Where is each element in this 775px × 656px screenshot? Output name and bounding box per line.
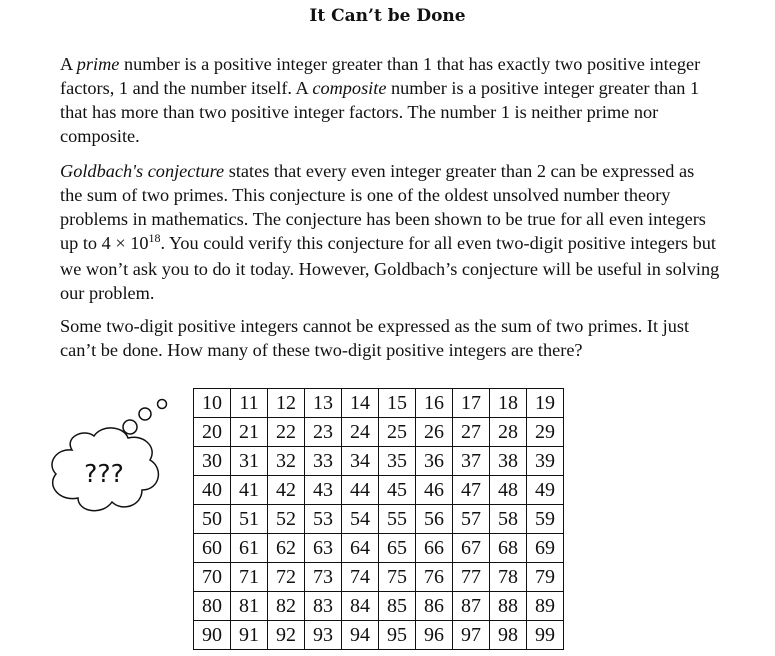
grid-cell: 69: [527, 534, 564, 563]
grid-row: [194, 563, 564, 592]
grid-cell: 15: [379, 389, 416, 418]
grid-cell: 55: [379, 505, 416, 534]
grid-cell: 42: [268, 476, 305, 505]
grid-cell: 65: [379, 534, 416, 563]
grid-cell: 51: [231, 505, 268, 534]
grid-cell: 64: [342, 534, 379, 563]
grid-cell: 93: [305, 621, 342, 650]
grid-cell: 74: [342, 563, 379, 592]
grid-cell: 80: [194, 592, 231, 621]
grid-cell: 99: [527, 621, 564, 650]
thought-bubble-icon: [42, 390, 182, 530]
grid-cell: 23: [305, 418, 342, 447]
grid-row: [194, 592, 564, 621]
grid-cell: 28: [490, 418, 527, 447]
grid-cell: 37: [453, 447, 490, 476]
question-paragraph: Some two-digit positive integers cannot be expressed as the sum of two primes. It just can’t be done. How many of these two-digit positive integers are there?: [60, 316, 690, 360]
grid-cell: 32: [268, 447, 305, 476]
grid-cell: 91: [231, 621, 268, 650]
grid-cell: 30: [194, 447, 231, 476]
grid-cell: 21: [231, 418, 268, 447]
grid-cell: 83: [305, 592, 342, 621]
grid-cell: 79: [527, 563, 564, 592]
grid-cell: 39: [527, 447, 564, 476]
grid-cell: 36: [416, 447, 453, 476]
grid-cell: 84: [342, 592, 379, 621]
grid-cell: 49: [527, 476, 564, 505]
grid-cell: 97: [453, 621, 490, 650]
grid-cell: 58: [490, 505, 527, 534]
grid-cell: 92: [268, 621, 305, 650]
grid-cell: 24: [342, 418, 379, 447]
text-run: A: [60, 54, 77, 74]
grid-cell: 50: [194, 505, 231, 534]
grid-cell: 87: [453, 592, 490, 621]
grid-cell: 96: [416, 621, 453, 650]
grid-cell: 11: [231, 389, 268, 418]
grid-cell: 31: [231, 447, 268, 476]
grid-cell: 72: [268, 563, 305, 592]
grid-cell: 22: [268, 418, 305, 447]
grid-cell: 12: [268, 389, 305, 418]
grid-cell: 29: [527, 418, 564, 447]
grid-cell: 86: [416, 592, 453, 621]
grid-cell: 16: [416, 389, 453, 418]
grid-cell: 46: [416, 476, 453, 505]
number-grid-container: [193, 388, 564, 650]
grid-cell: 57: [453, 505, 490, 534]
grid-cell: 44: [342, 476, 379, 505]
grid-cell: 59: [527, 505, 564, 534]
grid-cell: 25: [379, 418, 416, 447]
grid-cell: 63: [305, 534, 342, 563]
goldbach-paragraph: [60, 159, 720, 305]
grid-cell: 13: [305, 389, 342, 418]
grid-cell: 88: [490, 592, 527, 621]
grid-cell: 10: [194, 389, 231, 418]
grid-cell: 54: [342, 505, 379, 534]
grid-row: [194, 621, 564, 650]
grid-cell: 47: [453, 476, 490, 505]
grid-cell: 14: [342, 389, 379, 418]
grid-row: [194, 505, 564, 534]
grid-cell: 78: [490, 563, 527, 592]
page-title: It Can’t be Done: [309, 6, 466, 26]
grid-cell: 17: [453, 389, 490, 418]
grid-cell: 38: [490, 447, 527, 476]
thought-text: ???: [84, 459, 124, 488]
grid-cell: 70: [194, 563, 231, 592]
grid-cell: 82: [268, 592, 305, 621]
thought-dot-large: [123, 420, 137, 434]
grid-cell: 56: [416, 505, 453, 534]
grid-cell: 62: [268, 534, 305, 563]
grid-cell: 41: [231, 476, 268, 505]
grid-cell: 76: [416, 563, 453, 592]
grid-cell: 75: [379, 563, 416, 592]
grid-row: [194, 447, 564, 476]
thought-dot-small: [158, 400, 167, 409]
grid-cell: 52: [268, 505, 305, 534]
grid-cell: 34: [342, 447, 379, 476]
grid-cell: 19: [527, 389, 564, 418]
grid-cell: 48: [490, 476, 527, 505]
grid-cell: 89: [527, 592, 564, 621]
grid-cell: 68: [490, 534, 527, 563]
thought-dot-medium: [139, 408, 151, 420]
emphasis-goldbach: Goldbach's conjecture: [60, 161, 225, 181]
grid-cell: 81: [231, 592, 268, 621]
text-run: . You could verify this conjecture for all even two-digit positive integers but we won’t ask you to do it today. However, Goldbach’s conjecture will be useful in solving our problem.: [60, 233, 720, 303]
grid-cell: 94: [342, 621, 379, 650]
grid-row: [194, 418, 564, 447]
grid-cell: 18: [490, 389, 527, 418]
grid-cell: 98: [490, 621, 527, 650]
grid-row: [194, 389, 564, 418]
text-run: number is a positive integer greater than 1 that has more than two positive integer factors. The number 1 is neither prime nor composite.: [60, 78, 700, 146]
grid-cell: 33: [305, 447, 342, 476]
grid-cell: 40: [194, 476, 231, 505]
grid-cell: 60: [194, 534, 231, 563]
grid-cell: 73: [305, 563, 342, 592]
exponent: 18: [148, 231, 161, 245]
grid-cell: 66: [416, 534, 453, 563]
number-grid: [193, 388, 564, 650]
grid-cell: 61: [231, 534, 268, 563]
grid-cell: 26: [416, 418, 453, 447]
grid-cell: 43: [305, 476, 342, 505]
emphasis-prime: prime: [76, 54, 120, 74]
grid-cell: 45: [379, 476, 416, 505]
grid-cell: 90: [194, 621, 231, 650]
grid-cell: 67: [453, 534, 490, 563]
grid-cell: 95: [379, 621, 416, 650]
text-run: number is a positive integer greater than 1 that has exactly two positive integer factors, 1 and the number itself. A: [60, 54, 701, 98]
grid-cell: 53: [305, 505, 342, 534]
emphasis-composite: composite: [312, 78, 387, 98]
grid-cell: 27: [453, 418, 490, 447]
grid-cell: 71: [231, 563, 268, 592]
text-run: states that every even integer greater than 2 can be expressed as the sum of two primes. This conjecture is one of the oldest unsolved number theory problems in mathematics. The conjecture has been shown to be true for all even integers up to 4 × 10: [60, 161, 706, 253]
grid-row: [194, 534, 564, 563]
prime-definition-paragraph: [60, 52, 720, 148]
grid-cell: 35: [379, 447, 416, 476]
grid-row: [194, 476, 564, 505]
grid-cell: 85: [379, 592, 416, 621]
grid-cell: 77: [453, 563, 490, 592]
grid-cell: 20: [194, 418, 231, 447]
